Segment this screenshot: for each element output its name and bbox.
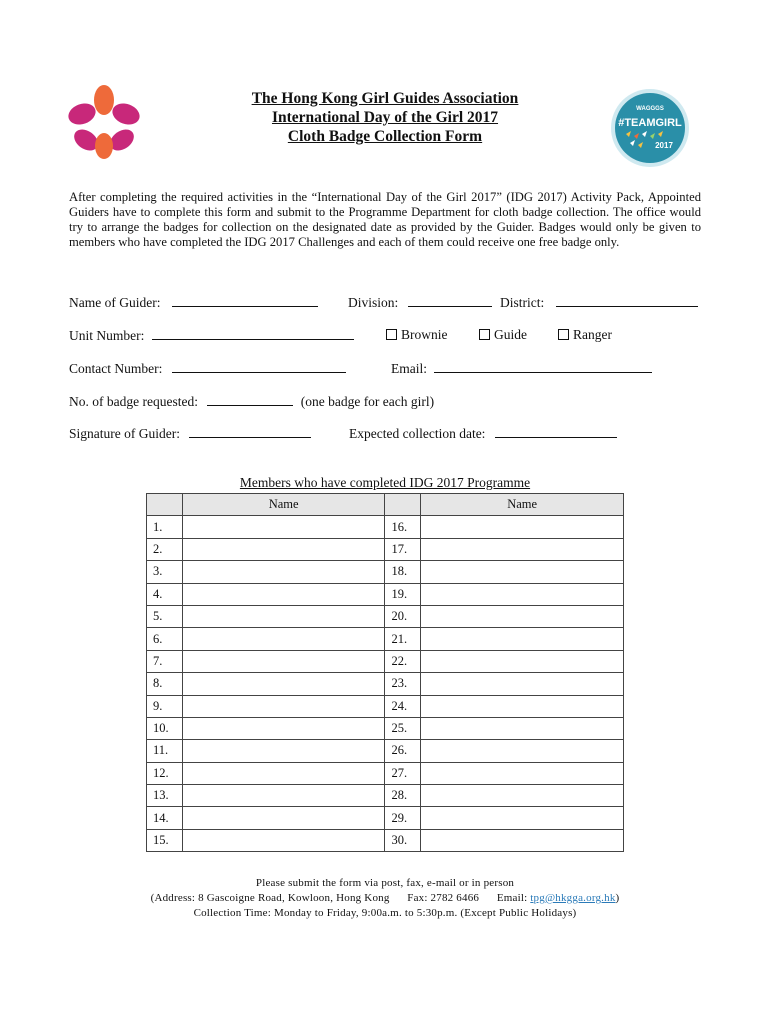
- member-name-cell-right[interactable]: [421, 605, 624, 627]
- table-row: [147, 561, 624, 583]
- member-name-cell-right[interactable]: [421, 673, 624, 695]
- row-unit: [69, 327, 354, 344]
- intro-paragraph: After completing the required activities in the “International Day of the Girl 2017” (IDG 2017) Activity Pack, Appointed Guiders have to complete this form and submit to the Programme Department for cloth badge collection. The office would try to arrange the badges for collection on the designated date as provided by the Guider. Badges would only be given to members who have completed the IDG 2017 Challenges and each of them could receive one free badge only.: [69, 190, 701, 249]
- row-number-right: 25.: [385, 717, 421, 739]
- member-name-cell-right[interactable]: [421, 762, 624, 784]
- row-number-right: 16.: [385, 516, 421, 538]
- table-row: [147, 785, 624, 807]
- row-contact: [69, 360, 346, 377]
- row-division: [348, 294, 492, 311]
- row-number-left: 8.: [147, 673, 183, 695]
- row-number-left: 11.: [147, 740, 183, 762]
- table-row: [147, 717, 624, 739]
- footer-line-1: Please submit the form via post, fax, e-mail or in person: [255, 877, 515, 889]
- member-name-cell-right[interactable]: [421, 516, 624, 538]
- members-table-body: [147, 516, 624, 852]
- table-row: [147, 583, 624, 605]
- footer: [0, 876, 770, 921]
- table-row: [147, 829, 624, 851]
- contact-number-label: Contact Number:: [69, 361, 163, 376]
- table-header-row: [147, 494, 624, 516]
- row-badges: [69, 393, 434, 410]
- row-number-right: 23.: [385, 673, 421, 695]
- unit-number-field[interactable]: [152, 327, 354, 340]
- member-name-cell-right[interactable]: [421, 538, 624, 560]
- row-number-right: 30.: [385, 829, 421, 851]
- title-line-2: International Day of the Girl 2017: [271, 109, 499, 126]
- members-table: [146, 493, 624, 852]
- member-name-cell-left[interactable]: [182, 561, 385, 583]
- name-of-guider-field[interactable]: [172, 294, 318, 307]
- district-label: District:: [500, 295, 545, 310]
- row-email: [391, 360, 652, 377]
- table-row: [147, 516, 624, 538]
- row-number-right: 20.: [385, 605, 421, 627]
- footer-close: ): [615, 892, 620, 904]
- member-name-cell-left[interactable]: [182, 583, 385, 605]
- table-row: [147, 628, 624, 650]
- option-ranger[interactable]: [558, 327, 612, 343]
- member-name-cell-right[interactable]: [421, 785, 624, 807]
- member-name-cell-left[interactable]: [182, 628, 385, 650]
- division-label: Division:: [348, 295, 399, 310]
- member-name-cell-left[interactable]: [182, 516, 385, 538]
- header-number-right: [385, 494, 421, 516]
- table-row: [147, 807, 624, 829]
- table-row: [147, 695, 624, 717]
- teamgirl-badge: [610, 88, 690, 168]
- member-name-cell-right[interactable]: [421, 650, 624, 672]
- member-name-cell-right[interactable]: [421, 717, 624, 739]
- table-row: [147, 762, 624, 784]
- row-number-left: 15.: [147, 829, 183, 851]
- row-number-left: 9.: [147, 695, 183, 717]
- table-row: [147, 538, 624, 560]
- ranger-label: Ranger: [573, 327, 612, 342]
- row-collection: [349, 425, 617, 442]
- row-signature: [69, 425, 311, 442]
- members-table-title: Members who have completed IDG 2017 Programme: [239, 475, 531, 490]
- brownie-checkbox[interactable]: [386, 329, 397, 340]
- member-name-cell-left[interactable]: [182, 785, 385, 807]
- footer-line-3: Collection Time: Monday to Friday, 9:00a.m. to 5:30p.m. (Except Public Holidays): [193, 907, 577, 919]
- row-number-right: 18.: [385, 561, 421, 583]
- row-number-left: 10.: [147, 717, 183, 739]
- table-row: [147, 740, 624, 762]
- row-guider: [69, 294, 318, 311]
- brownie-label: Brownie: [401, 327, 448, 342]
- member-name-cell-right[interactable]: [421, 807, 624, 829]
- badges-note: (one badge for each girl): [300, 394, 435, 409]
- district-field[interactable]: [556, 294, 698, 307]
- division-field[interactable]: [408, 294, 492, 307]
- member-name-cell-right[interactable]: [421, 740, 624, 762]
- header-number-left: [147, 494, 183, 516]
- member-name-cell-left[interactable]: [182, 538, 385, 560]
- badges-requested-label: No. of badge requested:: [69, 394, 198, 409]
- row-number-right: 19.: [385, 583, 421, 605]
- member-name-cell-left[interactable]: [182, 762, 385, 784]
- row-number-left: 7.: [147, 650, 183, 672]
- title-line-3: Cloth Badge Collection Form: [287, 128, 483, 145]
- member-name-cell-left[interactable]: [182, 695, 385, 717]
- table-row: [147, 673, 624, 695]
- email-label: Email:: [391, 361, 427, 376]
- member-name-cell-left[interactable]: [182, 605, 385, 627]
- row-number-left: 1.: [147, 516, 183, 538]
- badges-requested-field[interactable]: [207, 393, 293, 406]
- guide-label: Guide: [494, 327, 527, 342]
- signature-label: Signature of Guider:: [69, 426, 180, 441]
- row-number-left: 6.: [147, 628, 183, 650]
- row-number-right: 28.: [385, 785, 421, 807]
- collection-date-label: Expected collection date:: [349, 426, 486, 441]
- badge-year-text: 2017: [655, 141, 673, 150]
- row-number-left: 4.: [147, 583, 183, 605]
- footer-email-link[interactable]: tpg@hkgga.org.hk: [530, 892, 616, 904]
- title-line-1: The Hong Kong Girl Guides Association: [251, 90, 519, 107]
- member-name-cell-left[interactable]: [182, 829, 385, 851]
- signature-field[interactable]: [189, 425, 311, 438]
- member-name-cell-left[interactable]: [182, 740, 385, 762]
- table-row: [147, 650, 624, 672]
- row-number-right: 22.: [385, 650, 421, 672]
- table-row: [147, 605, 624, 627]
- row-number-left: 3.: [147, 561, 183, 583]
- member-name-cell-left[interactable]: [182, 717, 385, 739]
- member-name-cell-left[interactable]: [182, 807, 385, 829]
- header-name-left: Name: [182, 494, 385, 516]
- email-field[interactable]: [434, 360, 652, 373]
- row-number-left: 2.: [147, 538, 183, 560]
- row-number-left: 5.: [147, 605, 183, 627]
- footer-address: (Address: 8 Gascoigne Road, Kowloon, Hong Kong: [150, 892, 390, 904]
- member-name-cell-right[interactable]: [421, 628, 624, 650]
- footer-fax: Fax: 2782 6466: [407, 892, 480, 904]
- member-name-cell-right[interactable]: [421, 695, 624, 717]
- row-number-right: 27.: [385, 762, 421, 784]
- row-number-left: 13.: [147, 785, 183, 807]
- row-number-right: 17.: [385, 538, 421, 560]
- footer-line-2: [0, 891, 770, 906]
- member-name-cell-right[interactable]: [421, 561, 624, 583]
- contact-number-field[interactable]: [172, 360, 346, 373]
- guide-checkbox[interactable]: [479, 329, 490, 340]
- collection-date-field[interactable]: [495, 425, 617, 438]
- option-guide[interactable]: [479, 327, 527, 343]
- row-number-right: 29.: [385, 807, 421, 829]
- unit-number-label: Unit Number:: [69, 328, 145, 343]
- row-number-right: 21.: [385, 628, 421, 650]
- row-number-left: 12.: [147, 762, 183, 784]
- badge-top-text: WAGGGS: [636, 106, 664, 112]
- member-name-cell-right[interactable]: [421, 829, 624, 851]
- row-number-right: 26.: [385, 740, 421, 762]
- member-name-cell-left[interactable]: [182, 673, 385, 695]
- badge-main-text: #TEAMGIRL: [618, 117, 682, 129]
- row-district: [500, 294, 698, 311]
- row-number-right: 24.: [385, 695, 421, 717]
- option-brownie[interactable]: [386, 327, 448, 343]
- member-name-cell-left[interactable]: [182, 650, 385, 672]
- footer-email-label: Email:: [496, 892, 528, 904]
- ranger-checkbox[interactable]: [558, 329, 569, 340]
- header-name-right: Name: [421, 494, 624, 516]
- row-number-left: 14.: [147, 807, 183, 829]
- member-name-cell-right[interactable]: [421, 583, 624, 605]
- name-of-guider-label: Name of Guider:: [69, 295, 161, 310]
